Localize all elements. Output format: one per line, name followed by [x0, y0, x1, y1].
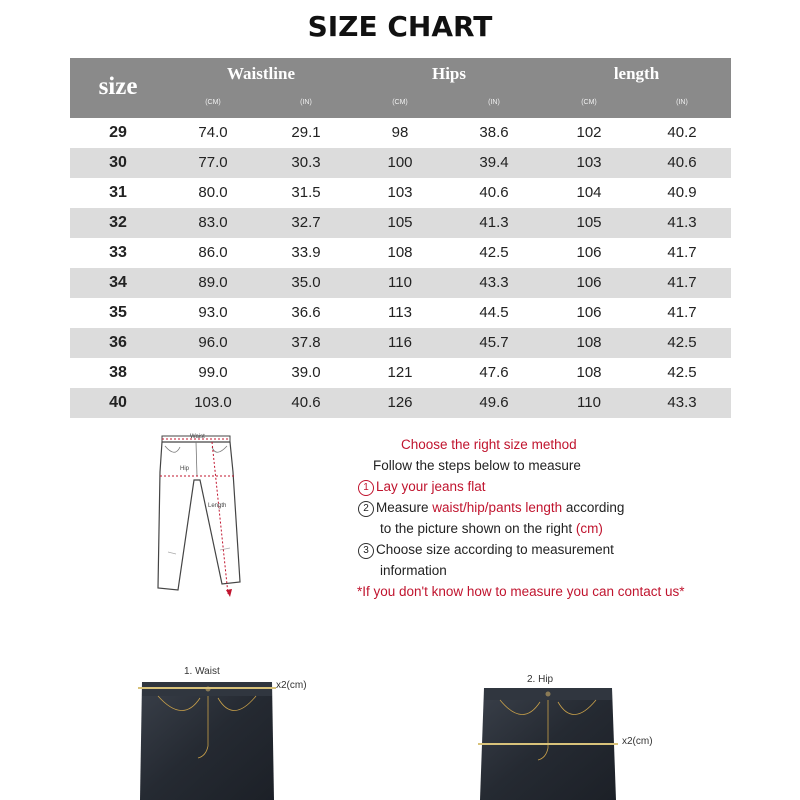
measurement-cell: 100 [387, 154, 413, 171]
hip-multiplier: x2(cm) [622, 736, 653, 747]
step-2-text: Measure [376, 500, 433, 515]
unit-label: (IN) [300, 99, 312, 106]
measurement-cell: 42.5 [667, 334, 697, 351]
measurement-cell: 80.0 [198, 184, 228, 201]
step-3-text: Choose size according to measurement [376, 542, 614, 557]
measurement-cell: 74.0 [198, 124, 228, 141]
measurement-cell: 39.4 [479, 154, 509, 171]
waist-label: Waist [190, 434, 205, 440]
hip-jeans-photo [478, 684, 618, 800]
measure-instructions [354, 434, 794, 602]
measurement-cell: 106 [576, 304, 602, 321]
measurement-cell: 30.3 [291, 154, 321, 171]
measurement-cell: 39.0 [291, 364, 321, 381]
measurement-cell: 43.3 [667, 394, 697, 411]
measurement-cell: 36.6 [291, 304, 321, 321]
hips-header: Hips [431, 64, 467, 83]
unit-label: (IN) [676, 99, 688, 106]
pants-diagram [150, 432, 250, 604]
step-2 [354, 497, 794, 518]
instructions-intro: Follow the steps below to measure [373, 458, 581, 473]
measurement-cell: 110 [388, 274, 412, 291]
waistline-header: Waistline [226, 64, 295, 83]
size-cell: 33 [109, 244, 127, 261]
measurement-cell: 35.0 [291, 274, 321, 291]
size-cell: 40 [109, 394, 127, 411]
measurement-cell: 38.6 [479, 124, 509, 141]
measurement-cell: 40.6 [291, 394, 321, 411]
contact-note: *If you don't know how to measure you can contact us* [357, 584, 685, 599]
measurement-cell: 43.3 [479, 274, 509, 291]
unit-label: (CM) [205, 99, 221, 106]
measurement-cell: 41.3 [667, 214, 697, 231]
measurement-cell: 33.9 [291, 244, 321, 261]
measurement-cell: 42.5 [479, 244, 509, 261]
measurement-cell: 106 [576, 244, 602, 261]
measurement-cell: 99.0 [198, 364, 228, 381]
table-row [70, 358, 731, 388]
table-body [70, 118, 731, 418]
measurement-cell: 105 [387, 214, 413, 231]
measurement-cell: 47.6 [479, 364, 509, 381]
waist-photo-label: 1. Waist [184, 666, 220, 677]
measurement-cell: 96.0 [198, 334, 228, 351]
table-row [70, 208, 731, 238]
measurement-cell: 37.8 [291, 334, 321, 351]
size-cell: 36 [109, 334, 127, 351]
measurement-cell: 113 [388, 304, 412, 321]
measurement-cell: 121 [387, 364, 413, 381]
measurement-cell: 40.2 [667, 124, 697, 141]
measurement-cell: 40.6 [479, 184, 509, 201]
measurement-cell: 93.0 [198, 304, 228, 321]
step-1 [354, 476, 794, 497]
size-cell: 34 [109, 274, 127, 291]
measurement-cell: 108 [387, 244, 413, 261]
measurement-cell: 108 [576, 364, 602, 381]
step-2-highlight: waist/hip/pants length [432, 500, 563, 515]
measurement-cell: 40.9 [667, 184, 697, 201]
measurement-cell: 86.0 [198, 244, 228, 261]
waist-jeans-photo [138, 676, 276, 800]
size-cell: 32 [109, 214, 127, 231]
length-label: Length [208, 503, 227, 509]
step-3-number: 3 [358, 543, 374, 559]
measurement-cell: 103.0 [194, 394, 232, 411]
waist-multiplier: x2(cm) [276, 680, 307, 691]
step-3-line-2: information [380, 563, 447, 578]
size-cell: 29 [109, 124, 127, 141]
step-2-line-2-text: to the picture shown on the right [380, 521, 576, 536]
measurement-cell: 108 [576, 334, 602, 351]
measurement-cell: 40.6 [667, 154, 697, 171]
length-header: length [613, 64, 660, 83]
measurement-cell: 103 [576, 154, 602, 171]
measurement-cell: 41.7 [667, 304, 697, 321]
step-2-text-end: according [562, 500, 625, 515]
measurement-cell: 45.7 [479, 334, 509, 351]
size-cell: 31 [109, 184, 127, 201]
table-row [70, 148, 731, 178]
measurement-cell: 32.7 [291, 214, 321, 231]
size-cell: 38 [109, 364, 127, 381]
measurement-cell: 77.0 [198, 154, 228, 171]
hip-photo-label: 2. Hip [527, 674, 554, 685]
table-header [70, 58, 731, 118]
measurement-cell: 98 [391, 124, 409, 141]
measurement-cell: 106 [576, 274, 602, 291]
step-2-number: 2 [358, 501, 374, 517]
size-cell: 35 [109, 304, 127, 321]
step-3 [354, 539, 794, 560]
measurement-cell: 105 [576, 214, 602, 231]
table-row [70, 268, 731, 298]
measurement-cell: 44.5 [479, 304, 509, 321]
hip-label: Hip [180, 466, 190, 472]
table-row [70, 298, 731, 328]
measurement-cell: 116 [388, 334, 412, 351]
step-2-unit: (cm) [575, 521, 603, 536]
unit-label: (IN) [488, 99, 500, 106]
measurement-cell: 89.0 [198, 274, 228, 291]
step-1-number: 1 [358, 480, 374, 496]
size-table [70, 58, 731, 418]
measurement-cell: 41.7 [667, 274, 697, 291]
measurement-cell: 104 [576, 184, 602, 201]
measurement-cell: 83.0 [198, 214, 228, 231]
measurement-cell: 41.3 [479, 214, 509, 231]
measurement-cell: 31.5 [291, 184, 321, 201]
measurement-cell: 29.1 [291, 124, 321, 141]
table-row [70, 238, 731, 268]
measurement-cell: 41.7 [667, 244, 697, 261]
unit-label: (CM) [581, 99, 597, 106]
instructions-heading: Choose the right size method [401, 437, 577, 452]
table-row [70, 328, 731, 358]
measurement-cell: 102 [576, 124, 602, 141]
size-cell: 30 [109, 154, 127, 171]
unit-label: (CM) [392, 99, 408, 106]
page-title: SIZE CHART [307, 10, 493, 43]
step-2-line-2 [354, 518, 794, 539]
table-row [70, 118, 731, 148]
step-1-text: Lay your jeans flat [376, 479, 486, 494]
measurement-cell: 110 [577, 394, 601, 411]
measurement-cell: 49.6 [479, 394, 509, 411]
size-column-header: size [98, 73, 138, 100]
measurement-cell: 42.5 [667, 364, 697, 381]
measurement-cell: 103 [387, 184, 413, 201]
measurement-cell: 126 [387, 394, 413, 411]
table-row [70, 178, 731, 208]
table-row [70, 388, 731, 418]
